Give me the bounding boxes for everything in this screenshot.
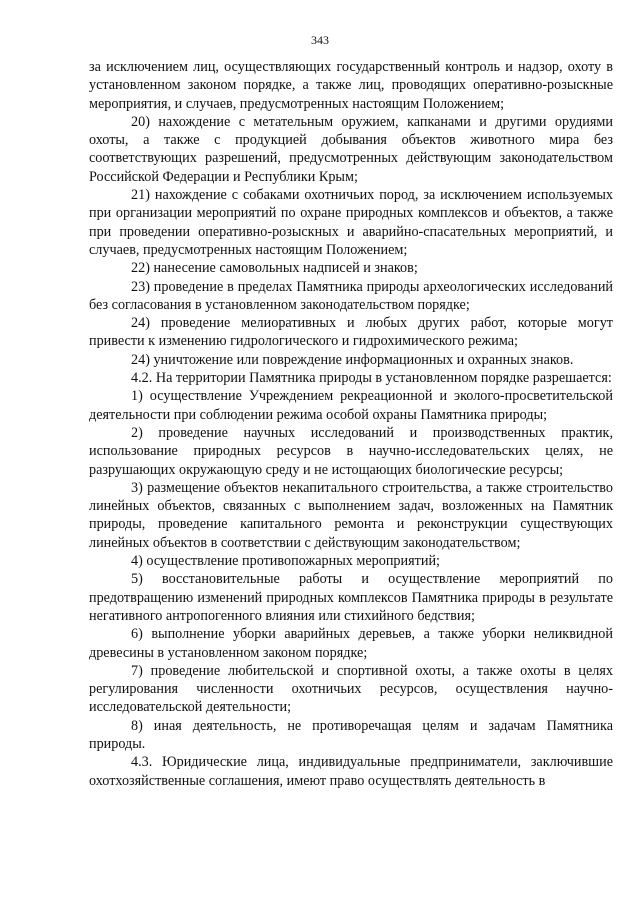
paragraph-allowed-2: 2) проведение научных исследований и производственных практик, использование природных ресурсов в научно-исследовательских целях, не разрушающих окружающую среду и не истощающих биологические ресурсы; (89, 424, 613, 478)
paragraph-item-20: 20) нахождение с метательным оружием, капканами и другими орудиями охоты, а также с продукцией добывания объектов животного мира без соответствующих разрешений, предусмотренных действующим законодательством Российской Федерации и Республики Крым; (89, 113, 613, 185)
section-4-2-heading: 4.2. На территории Памятника природы в установленном порядке разрешается: (131, 370, 612, 387)
paragraph-allowed-8: 8) иная деятельность, не противоречащая целям и задачам Памятника природы. (89, 717, 613, 752)
paragraph-allowed-7: 7) проведение любительской и спортивной охоты, а также охоты в целях регулирования численности охотничьих ресурсов, осуществления научно-исследовательской деятельности; (89, 662, 613, 716)
paragraph-allowed-5: 5) восстановительные работы и осуществление мероприятий по предотвращению изменений природных комплексов Памятника природы в результате негативного антропогенного влияния или стихийного бедствия; (89, 571, 613, 624)
paragraph-item-21: 21) нахождение с собаками охотничьих пород, за исключением используемых при организации мероприятий по охране природных комплексов и объектов, а также при проведении оперативно-розыскных и аварийно-спасательных мероприятий, и случаев, предусмотренных настоящим Положением; (89, 187, 613, 258)
paragraph-continuation: за исключением лиц, осуществляющих государственный контроль и надзор, охоту в установленном законом порядке, а также лиц, проводящих оперативно-розыскные мероприятия, и случаев, предусмотренных настоящим Положением; (89, 59, 613, 112)
paragraph-allowed-4: 4) осуществление противопожарных мероприятий; (131, 553, 440, 570)
page-number: 343 (311, 33, 329, 47)
paragraph-allowed-6: 6) выполнение уборки аварийных деревьев, а также уборки неликвидной древесины в установленном законом порядке; (89, 626, 613, 661)
paragraph-allowed-1: 1) осуществление Учреждением рекреационной и эколого-просветительской деятельности при соблюдении режима особой охраны Памятника природы; (89, 388, 613, 423)
paragraph-item-24b: 24) уничтожение или повреждение информационных и охранных знаков. (131, 351, 574, 368)
paragraph-item-23: 23) проведение в пределах Памятника природы археологических исследований без согласования в установленном законодательством порядке; (89, 278, 613, 313)
paragraph-allowed-3: 3) размещение объектов некапитального строительства, а также строительство линейных объектов, связанных с выполнением задач, возложенных на Памятник природы, проведение капитального ремонта и реконструкции существующих линейных объектов в соответствии с действующим законодательством; (89, 479, 613, 551)
paragraph-item-24a: 24) проведение мелиоративных и любых других работ, которые могут привести к изменению гидрологического и гидрохимического режима; (89, 315, 613, 350)
document-body (89, 58, 613, 790)
section-4-3-paragraph: 4.3. Юридические лица, индивидуальные предприниматели, заключившие охотхозяйственные соглашения, имеют право осуществлять деятельность в (89, 754, 613, 789)
paragraph-item-22: 22) нанесение самовольных надписей и знаков; (131, 260, 418, 277)
